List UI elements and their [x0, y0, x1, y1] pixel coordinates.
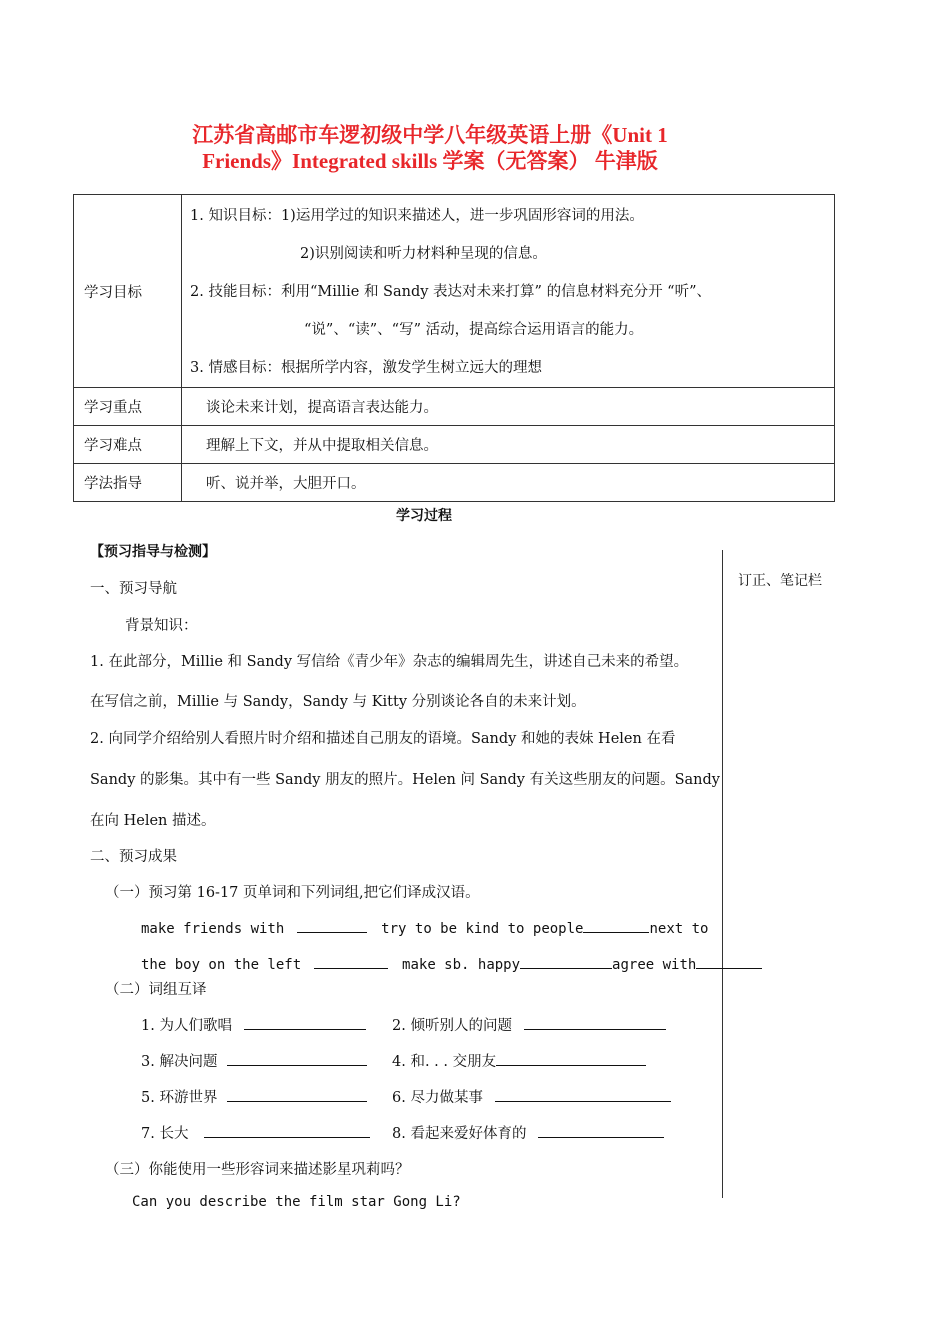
objectives-table [73, 194, 835, 502]
answer-blank[interactable] [227, 1087, 367, 1102]
translation-item [141, 1014, 366, 1035]
phrase: next to [649, 921, 709, 937]
preview-heading: 【预习指导与检测】 [90, 544, 216, 560]
answer-blank[interactable] [314, 954, 388, 969]
focus-row [74, 388, 835, 426]
translation-item [392, 1086, 671, 1107]
notes-divider [722, 550, 723, 1198]
nav-heading: 一、预习导航 [90, 581, 177, 597]
translation-item [392, 1122, 664, 1143]
goal-line: 1. 知识目标：1)运用学过的知识来描述人，进一步巩固形容词的用法。 [190, 208, 644, 224]
translation-item [141, 1086, 367, 1107]
goal-line: “说”、“读”、“写” 活动，提高综合运用语言的能力。 [304, 322, 644, 338]
answer-blank[interactable] [524, 1015, 666, 1030]
task1-instruction: （一）预习第 16-17 页单词和下列词组,把它们译成汉语。 [105, 885, 480, 901]
title-line-2: Friends》Integrated skills 学案（无答案） 牛津版 [202, 149, 658, 173]
goal-line: 3. 情感目标：根据所学内容，激发学生树立远大的理想 [190, 360, 542, 376]
phrase-line [141, 918, 708, 937]
notes-column-label: 订正、笔记栏 [738, 573, 822, 589]
translation-text: 7. 长大 [141, 1126, 189, 1142]
translation-item [392, 1014, 666, 1035]
translation-text: 1. 为人们歌唱 [141, 1018, 232, 1034]
method-label: 学法指导 [74, 464, 182, 502]
goal-label: 学习目标 [74, 195, 182, 388]
focus-label: 学习重点 [74, 388, 182, 426]
answer-blank[interactable] [538, 1123, 664, 1138]
method-text: 听、说并举，大胆开口。 [182, 464, 835, 502]
title-line-1: 江苏省高邮市车逻初级中学八年级英语上册《Unit 1 [192, 123, 668, 147]
focus-text: 谈论未来计划，提高语言表达能力。 [182, 388, 835, 426]
document-title [100, 122, 760, 174]
paragraph-line: 在写信之前，Millie 与 Sandy，Sandy 与 Kitty 分别谈论各自的未来计划。 [90, 694, 586, 710]
task2-instruction: （二）词组互译 [105, 982, 207, 998]
translation-text: 4. 和. . . 交朋友 [392, 1054, 497, 1070]
answer-blank[interactable] [583, 918, 649, 933]
answer-blank[interactable] [520, 954, 612, 969]
paragraph-line: Sandy 的影集。其中有一些 Sandy 朋友的照片。Helen 问 Sandy 有关这些朋友的问题。Sandy [90, 772, 720, 788]
translation-item [141, 1122, 370, 1143]
translation-text: 3. 解决问题 [141, 1054, 218, 1070]
goal-line: 2)识别阅读和听力材料种呈现的信息。 [300, 246, 547, 262]
translation-text: 6. 尽力做某事 [392, 1090, 483, 1106]
phrase: the boy on the left [141, 957, 302, 973]
translation-item [392, 1050, 646, 1071]
phrase: make friends with [141, 921, 285, 937]
answer-blank[interactable] [227, 1051, 367, 1066]
translation-text: 2. 倾听别人的问题 [392, 1018, 512, 1034]
answer-blank[interactable] [297, 918, 367, 933]
answer-blank[interactable] [696, 954, 762, 969]
paragraph-line: 在向 Helen 描述。 [90, 813, 216, 829]
translation-item [141, 1050, 367, 1071]
method-row [74, 464, 835, 502]
phrase: agree with [612, 957, 697, 973]
answer-blank[interactable] [204, 1123, 370, 1138]
paragraph-line: 2. 向同学介绍给别人看照片时介绍和描述自己朋友的语境。Sandy 和她的表妹 Helen 在看 [90, 731, 676, 747]
translation-text: 5. 环游世界 [141, 1090, 218, 1106]
phrase: make sb. happy [402, 957, 521, 973]
results-heading: 二、预习成果 [90, 849, 177, 865]
goal-cell [182, 195, 835, 388]
difficulty-row [74, 426, 835, 464]
goal-row [74, 195, 835, 388]
difficulty-label: 学习难点 [74, 426, 182, 464]
process-title: 学习过程 [396, 508, 452, 524]
answer-blank[interactable] [244, 1015, 366, 1030]
task3-question: Can you describe the film star Gong Li? [132, 1194, 461, 1210]
difficulty-text: 理解上下文，并从中提取相关信息。 [182, 426, 835, 464]
translation-text: 8. 看起来爱好体育的 [392, 1126, 527, 1142]
answer-blank[interactable] [495, 1087, 671, 1102]
background-label: 背景知识： [125, 618, 198, 634]
task3-instruction: （三）你能使用一些形容词来描述影星巩莉吗？ [105, 1162, 410, 1178]
phrase-line [141, 954, 762, 973]
answer-blank[interactable] [496, 1051, 646, 1066]
goal-line: 2. 技能目标：利用“Millie 和 Sandy 表达对未来打算” 的信息材料充分开 “听”、 [190, 284, 712, 300]
phrase: try to be kind to people [381, 921, 584, 937]
paragraph-line: 1. 在此部分，Millie 和 Sandy 写信给《青少年》杂志的编辑周先生，讲述自己未来的希望。 [90, 654, 689, 670]
